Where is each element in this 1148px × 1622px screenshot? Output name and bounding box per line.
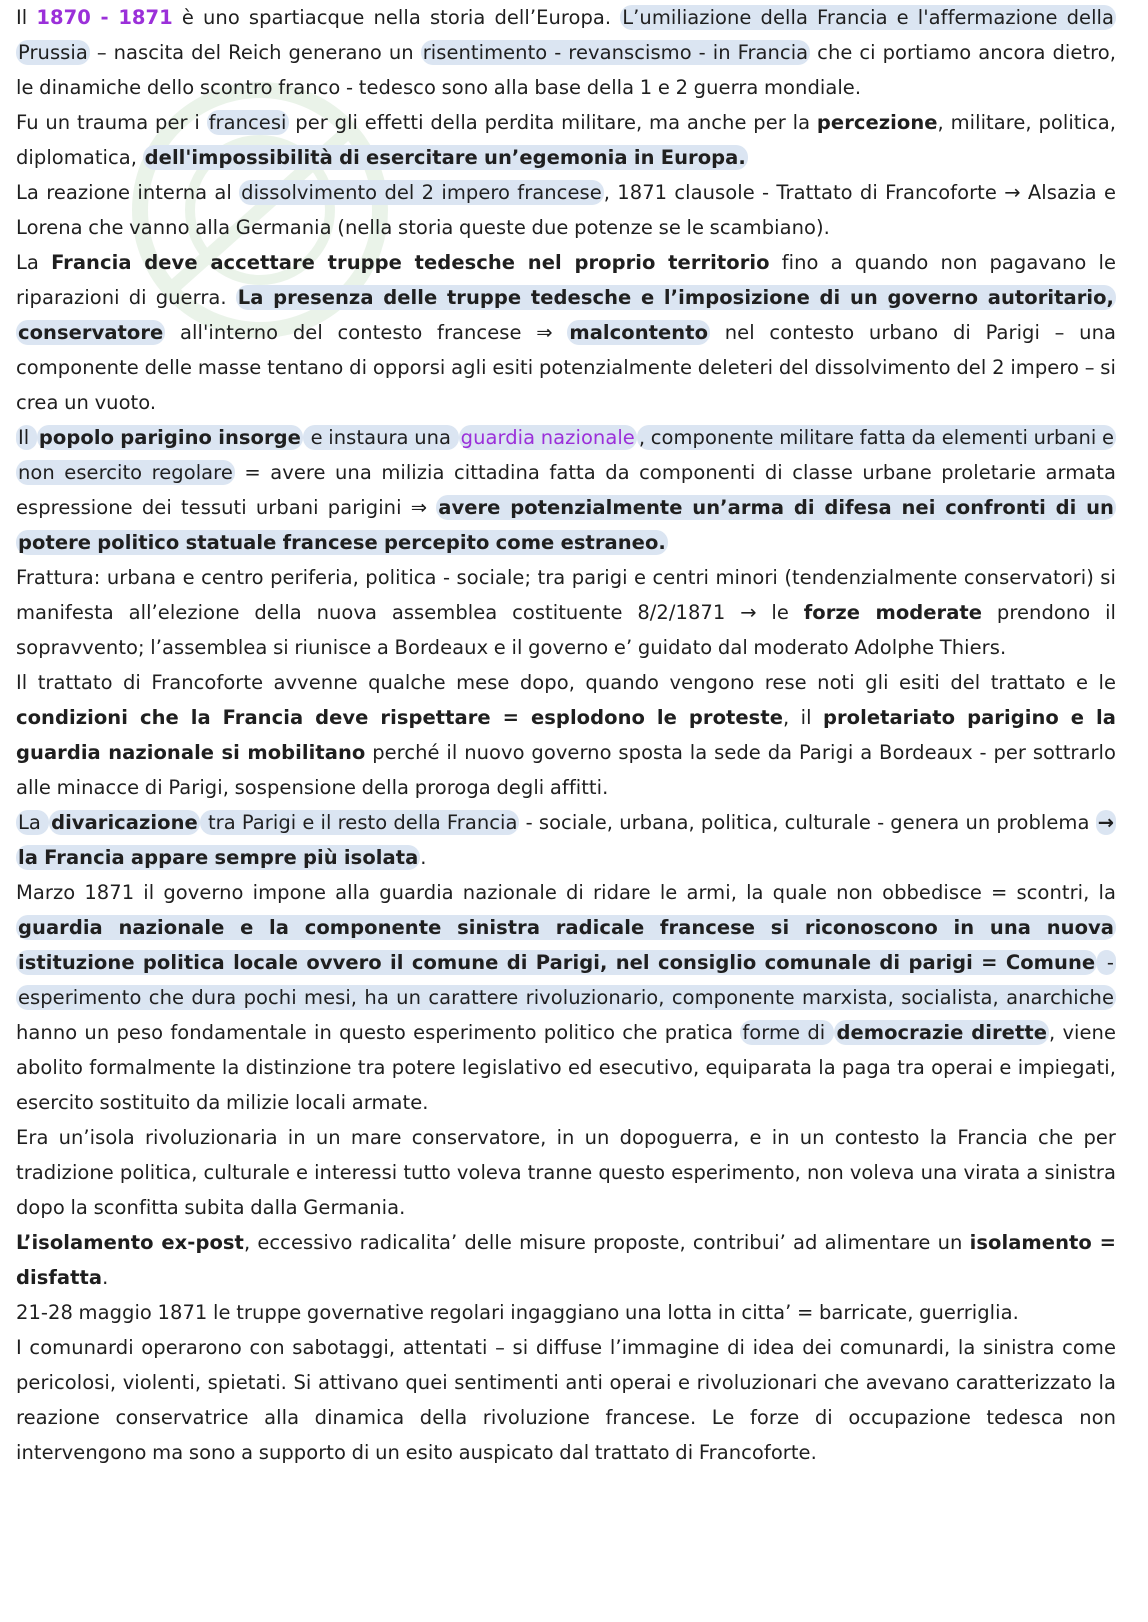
text-run: = avere una milizia cittadina fatta da componenti di classe urbane proletarie armata espressione dei tessuti urbani parigini ⇒: [16, 461, 1117, 519]
paragraph: [16, 1295, 1116, 1330]
text-run: Marzo 1871 il governo impone alla guardia nazionale di ridare le armi, la quale non obbedisce = scontri, la: [16, 881, 1116, 904]
highlighted-text: risentimento - revanscismo - in Francia: [422, 41, 809, 64]
text-run: – nascita del Reich generano un: [89, 41, 421, 64]
paragraph: [16, 1330, 1116, 1470]
text-run: fino a quando non pagavano le riparazioni di guerra.: [16, 251, 1116, 309]
highlighted-text: tra Parigi e il resto della Francia: [201, 811, 518, 834]
text-run: Era un’isola rivoluzionaria in un mare conservatore, in un dopoguerra, e in un contesto la Francia che per tradizione politica, culturale e interessi tutto voleva tranne questo esperimento, non voleva una virata a sinistra dopo la sconfitta subita dalla Germania.: [16, 1126, 1116, 1219]
text-run: perché il nuovo governo sposta la sede da Parigi a Bordeaux - per sottrarlo alle minacce di Parigi, sospensione della proroga degli affitti.: [16, 741, 1117, 799]
paragraph: [16, 1120, 1116, 1225]
text-run: per gli effetti della perdita militare, ma anche per la: [288, 111, 817, 134]
paragraph: [16, 560, 1116, 665]
text-run: La: [16, 251, 52, 274]
text-run: La reazione interna al: [16, 181, 240, 204]
text-run: , 1871 clausole - Trattato di Francoforte → Alsazia e Lorena che vanno alla Germania (nella storia queste due potenze se le scambiano).: [16, 181, 1116, 239]
bold-text: condizioni che la Francia deve rispettare = esplodono le proteste: [16, 706, 783, 729]
text-run: hanno un peso fondamentale in questo esperimento politico che pratica: [16, 1021, 741, 1044]
highlighted-text: Il: [18, 426, 35, 449]
text-run: - sociale, urbana, politica, culturale - genera un problema: [519, 811, 1096, 834]
highlighted-text: divaricazione: [51, 811, 198, 834]
text-run: all'interno del contesto francese ⇒: [165, 321, 568, 344]
highlighted-text: La: [18, 811, 48, 834]
paragraph: [16, 665, 1116, 805]
highlighted-text: malcontento: [569, 321, 709, 344]
highlighted-text: e instaura una: [304, 426, 457, 449]
text-run: è uno spartiacque nella storia dell’Europa.: [172, 6, 621, 29]
text-run: nel contesto urbano di Parigi – una componente delle masse tentano di opporsi agli esiti potenzialmente deleteri del dissolvimento del 2 impero – si crea un vuoto.: [16, 321, 1116, 414]
text-run: .: [102, 1266, 109, 1289]
highlighted-text: - esperimento che dura pochi mesi, ha un carattere rivoluzionario, componente marxista, socialista, anarchiche: [18, 951, 1114, 1009]
text-run: 21-28 maggio 1871 le truppe governative regolari ingaggiano una lotta in citta’ = barricate, guerriglia.: [16, 1301, 1019, 1324]
paragraph: [16, 1225, 1116, 1295]
highlighted-text: , componente militare fatta da elementi urbani e non esercito regolare: [18, 426, 1115, 484]
paragraph: [16, 105, 1116, 175]
text-run: .: [420, 846, 427, 869]
bold-text: Francia deve accettare truppe tedesche nel proprio territorio: [51, 251, 770, 274]
text-run: , eccessivo radicalita’ delle misure proposte, contribui’ ad alimentare un: [243, 1231, 970, 1254]
paragraph: [16, 245, 1116, 420]
paragraph: [16, 0, 1116, 105]
highlighted-text: democrazie dirette: [836, 1021, 1047, 1044]
paragraph: [16, 420, 1116, 560]
highlighted-text: guardia nazionale e la componente sinistra radicale francese si riconoscono in una nuova istituzione politica locale ovvero il comune di Parigi, nel consiglio comunale di parigi = Comune: [18, 916, 1114, 974]
highlighted-text: avere potenzialmente un’arma di difesa nei confronti di un potere politico statuale francese percepito come estraneo.: [18, 496, 1114, 554]
bold-text: L’isolamento ex-post: [16, 1231, 244, 1254]
highlighted-text: popolo parigino insorge: [38, 426, 301, 449]
bold-text: percezione: [816, 111, 938, 134]
bold-text: 1870 - 1871: [36, 6, 173, 29]
highlighted-text: La presenza delle truppe tedesche e l’imposizione di un governo autoritario, conservatore: [18, 286, 1114, 344]
paragraph: [16, 805, 1116, 875]
text-run: prendono il sopravvento; l’assemblea si riunisce a Bordeaux e il governo e’ guidato dal moderato Adolphe Thiers.: [16, 601, 1117, 659]
text-run: Il trattato di Francoforte avvenne qualche mese dopo, quando vengono rese noti gli esiti del trattato e le: [16, 671, 1116, 694]
highlighted-text: → la Francia appare sempre più isolata: [18, 811, 1114, 869]
highlighted-text: guardia nazionale: [460, 426, 635, 449]
bold-text: proletariato parigino e la guardia nazionale si mobilitano: [16, 706, 1116, 764]
text-run: , viene abolito formalmente la distinzione tra potere legislativo ed esecutivo, equiparata la paga tra operai e impiegati, esercito sostituito da milizie locali armate.: [16, 1021, 1117, 1114]
text-run: I comunardi operarono con sabotaggi, attentati – si diffuse l’immagine di idea dei comunardi, la sinistra come pericolosi, violenti, spietati. Si attivano quei sentimenti anti operai e rivoluzionari che avevano caratterizzato la reazione conservatrice alla dinamica della rivoluzione francese. Le forze di occupazione tedesca non intervengono ma sono a supporto di un esito auspicato dal trattato di Francoforte.: [16, 1336, 1116, 1464]
highlighted-text: L’umiliazione della Francia e l'affermazione della Prussia: [18, 6, 1115, 64]
text-run: Fu un trauma per i: [16, 111, 207, 134]
text-run: Il: [16, 6, 37, 29]
paragraph: [16, 875, 1116, 1120]
highlighted-text: francesi: [208, 111, 287, 134]
bold-text: forze moderate: [803, 601, 983, 624]
highlighted-text: dell'impossibilità di esercitare un’egemonia in Europa.: [144, 146, 746, 169]
bold-text: isolamento = disfatta: [16, 1231, 1116, 1289]
text-run: che ci portiamo ancora dietro, le dinamiche dello scontro franco - tedesco sono alla base della 1 e 2 guerra mondiale.: [16, 41, 1117, 99]
text-run: , il: [783, 706, 823, 729]
text-run: , militare, politica, diplomatica,: [16, 111, 1116, 169]
highlighted-text: forme di: [742, 1021, 833, 1044]
highlighted-text: dissolvimento del 2 impero francese: [241, 181, 602, 204]
text-run: Frattura: urbana e centro periferia, politica - sociale; tra parigi e centri minori (tendenzialmente conservatori) si manifesta all’elezione della nuova assemblea costituente 8/2/1871 → le: [16, 566, 1116, 624]
paragraph: [16, 175, 1116, 245]
document-body: [16, 0, 1116, 1470]
